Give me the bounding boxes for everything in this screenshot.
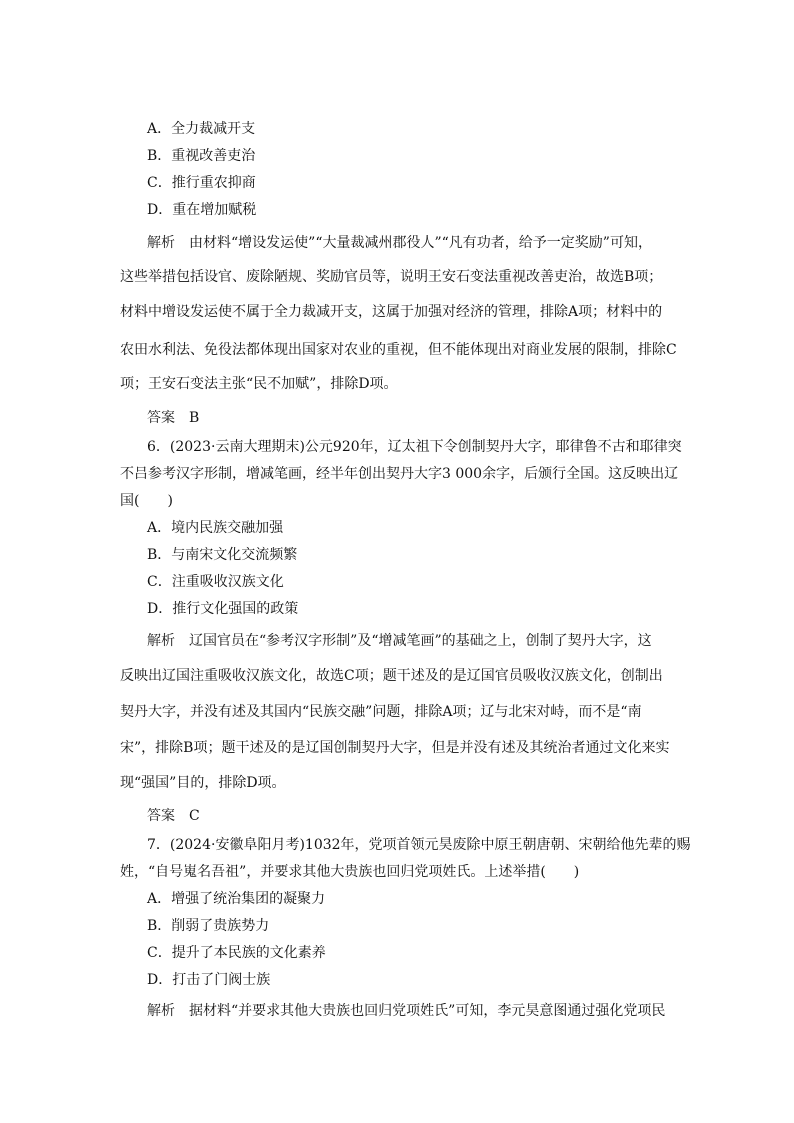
- q6-explain-line-5: 现“强国”目的，排除D项。: [120, 775, 286, 791]
- q6-option-a: A．境内民族交融加强: [147, 520, 284, 536]
- q7-option-d: D．打击了门阀士族: [147, 972, 271, 988]
- q6-explain-line-4: 宋”，排除B项；题干述及的是辽国创制契丹大字，但是并没有述及其统治者通过文化来实: [120, 740, 670, 756]
- q7-stem-line-1: 7．(2024·安徽阜阳月考)1032年，党项首领元昊废除中原王朝唐朝、宋朝给他先辈的赐: [147, 837, 691, 853]
- q5-explain-line-4: 农田水利法、免役法都体现出国家对农业的重视，但不能体现出对商业发展的限制，排除C: [120, 342, 677, 358]
- q5-answer: [147, 408, 199, 428]
- q6-stem-line-3: 国( ): [120, 493, 173, 509]
- q5-explain-line-5: 项；王安石变法主张“民不加赋”，排除D项。: [120, 376, 398, 392]
- q5-answer-value: B: [189, 410, 200, 426]
- q5-explain-line-3: 材料中增设发运使不属于全力裁减开支，这属于加强对经济的管理，排除A项；材料中的: [120, 304, 663, 320]
- q7-option-b: B．削弱了贵族势力: [147, 918, 270, 934]
- q7-option-c: C．提升了本民族的文化素养: [147, 945, 326, 961]
- q6-explain-line-1: 解析 辽国官员在“参考汉字形制”及“增减笔画”的基础之上，创制了契丹大字，这: [147, 633, 652, 649]
- q5-option-d: D．重在增加赋税: [147, 202, 257, 218]
- q5-option-a: A．全力裁减开支: [147, 121, 256, 137]
- q6-stem-line-2: 不吕参考汉字形制，增减笔画，经半年创出契丹大字3 000余字，后颁行全国。这反映出辽: [120, 466, 679, 482]
- q6-option-c: C．注重吸收汉族文化: [147, 574, 284, 590]
- q6-answer-value: C: [189, 808, 200, 824]
- q6-explain-line-3: 契丹大字，并没有述及其国内“民族交融”问题，排除A项；辽与北宋对峙，而不是“南: [120, 704, 642, 720]
- q7-stem-line-2: 姓，“自号嵬名吾祖”，并要求其他大贵族也回归党项姓氏。上述举措( ): [120, 864, 580, 880]
- q6-explain-label: 解析: [147, 633, 175, 649]
- q5-explain-line-1: 解析 由材料“增设发运使”“大量裁减州郡役人”“凡有功者，给予一定奖励”可知，: [147, 235, 652, 251]
- q7-explain-line-1: 解析 据材料“并要求其他大贵族也回归党项姓氏”可知，李元昊意图通过强化党项民: [147, 1003, 666, 1019]
- q5-answer-label: 答案: [147, 410, 175, 426]
- q7-explain-label: 解析: [147, 1003, 175, 1019]
- q5-option-b: B．重视改善吏治: [147, 148, 256, 164]
- q5-explain-label: 解析: [147, 235, 175, 251]
- q6-option-b: B．与南宋文化交流频繁: [147, 547, 298, 563]
- q6-answer: [147, 806, 200, 826]
- q6-stem-line-1: 6．(2023·云南大理期末)公元920年，辽太祖下令创制契丹大字，耶律鲁不古和耶律突: [147, 439, 682, 455]
- q7-option-a: A．增强了统治集团的凝聚力: [147, 891, 326, 907]
- q6-answer-label: 答案: [147, 808, 175, 824]
- q5-explain-line-2: 这些举措包括设官、废除陋规、奖励官员等，说明王安石变法重视改善吏治，故选B项；: [120, 269, 663, 285]
- q5-option-c: C．推行重农抑商: [147, 175, 256, 191]
- q6-explain-line-2: 反映出辽国注重吸收汉族文化，故选C项；题干述及的是辽国官员吸收汉族文化，创制出: [120, 668, 663, 684]
- q6-option-d: D．推行文化强国的政策: [147, 601, 299, 617]
